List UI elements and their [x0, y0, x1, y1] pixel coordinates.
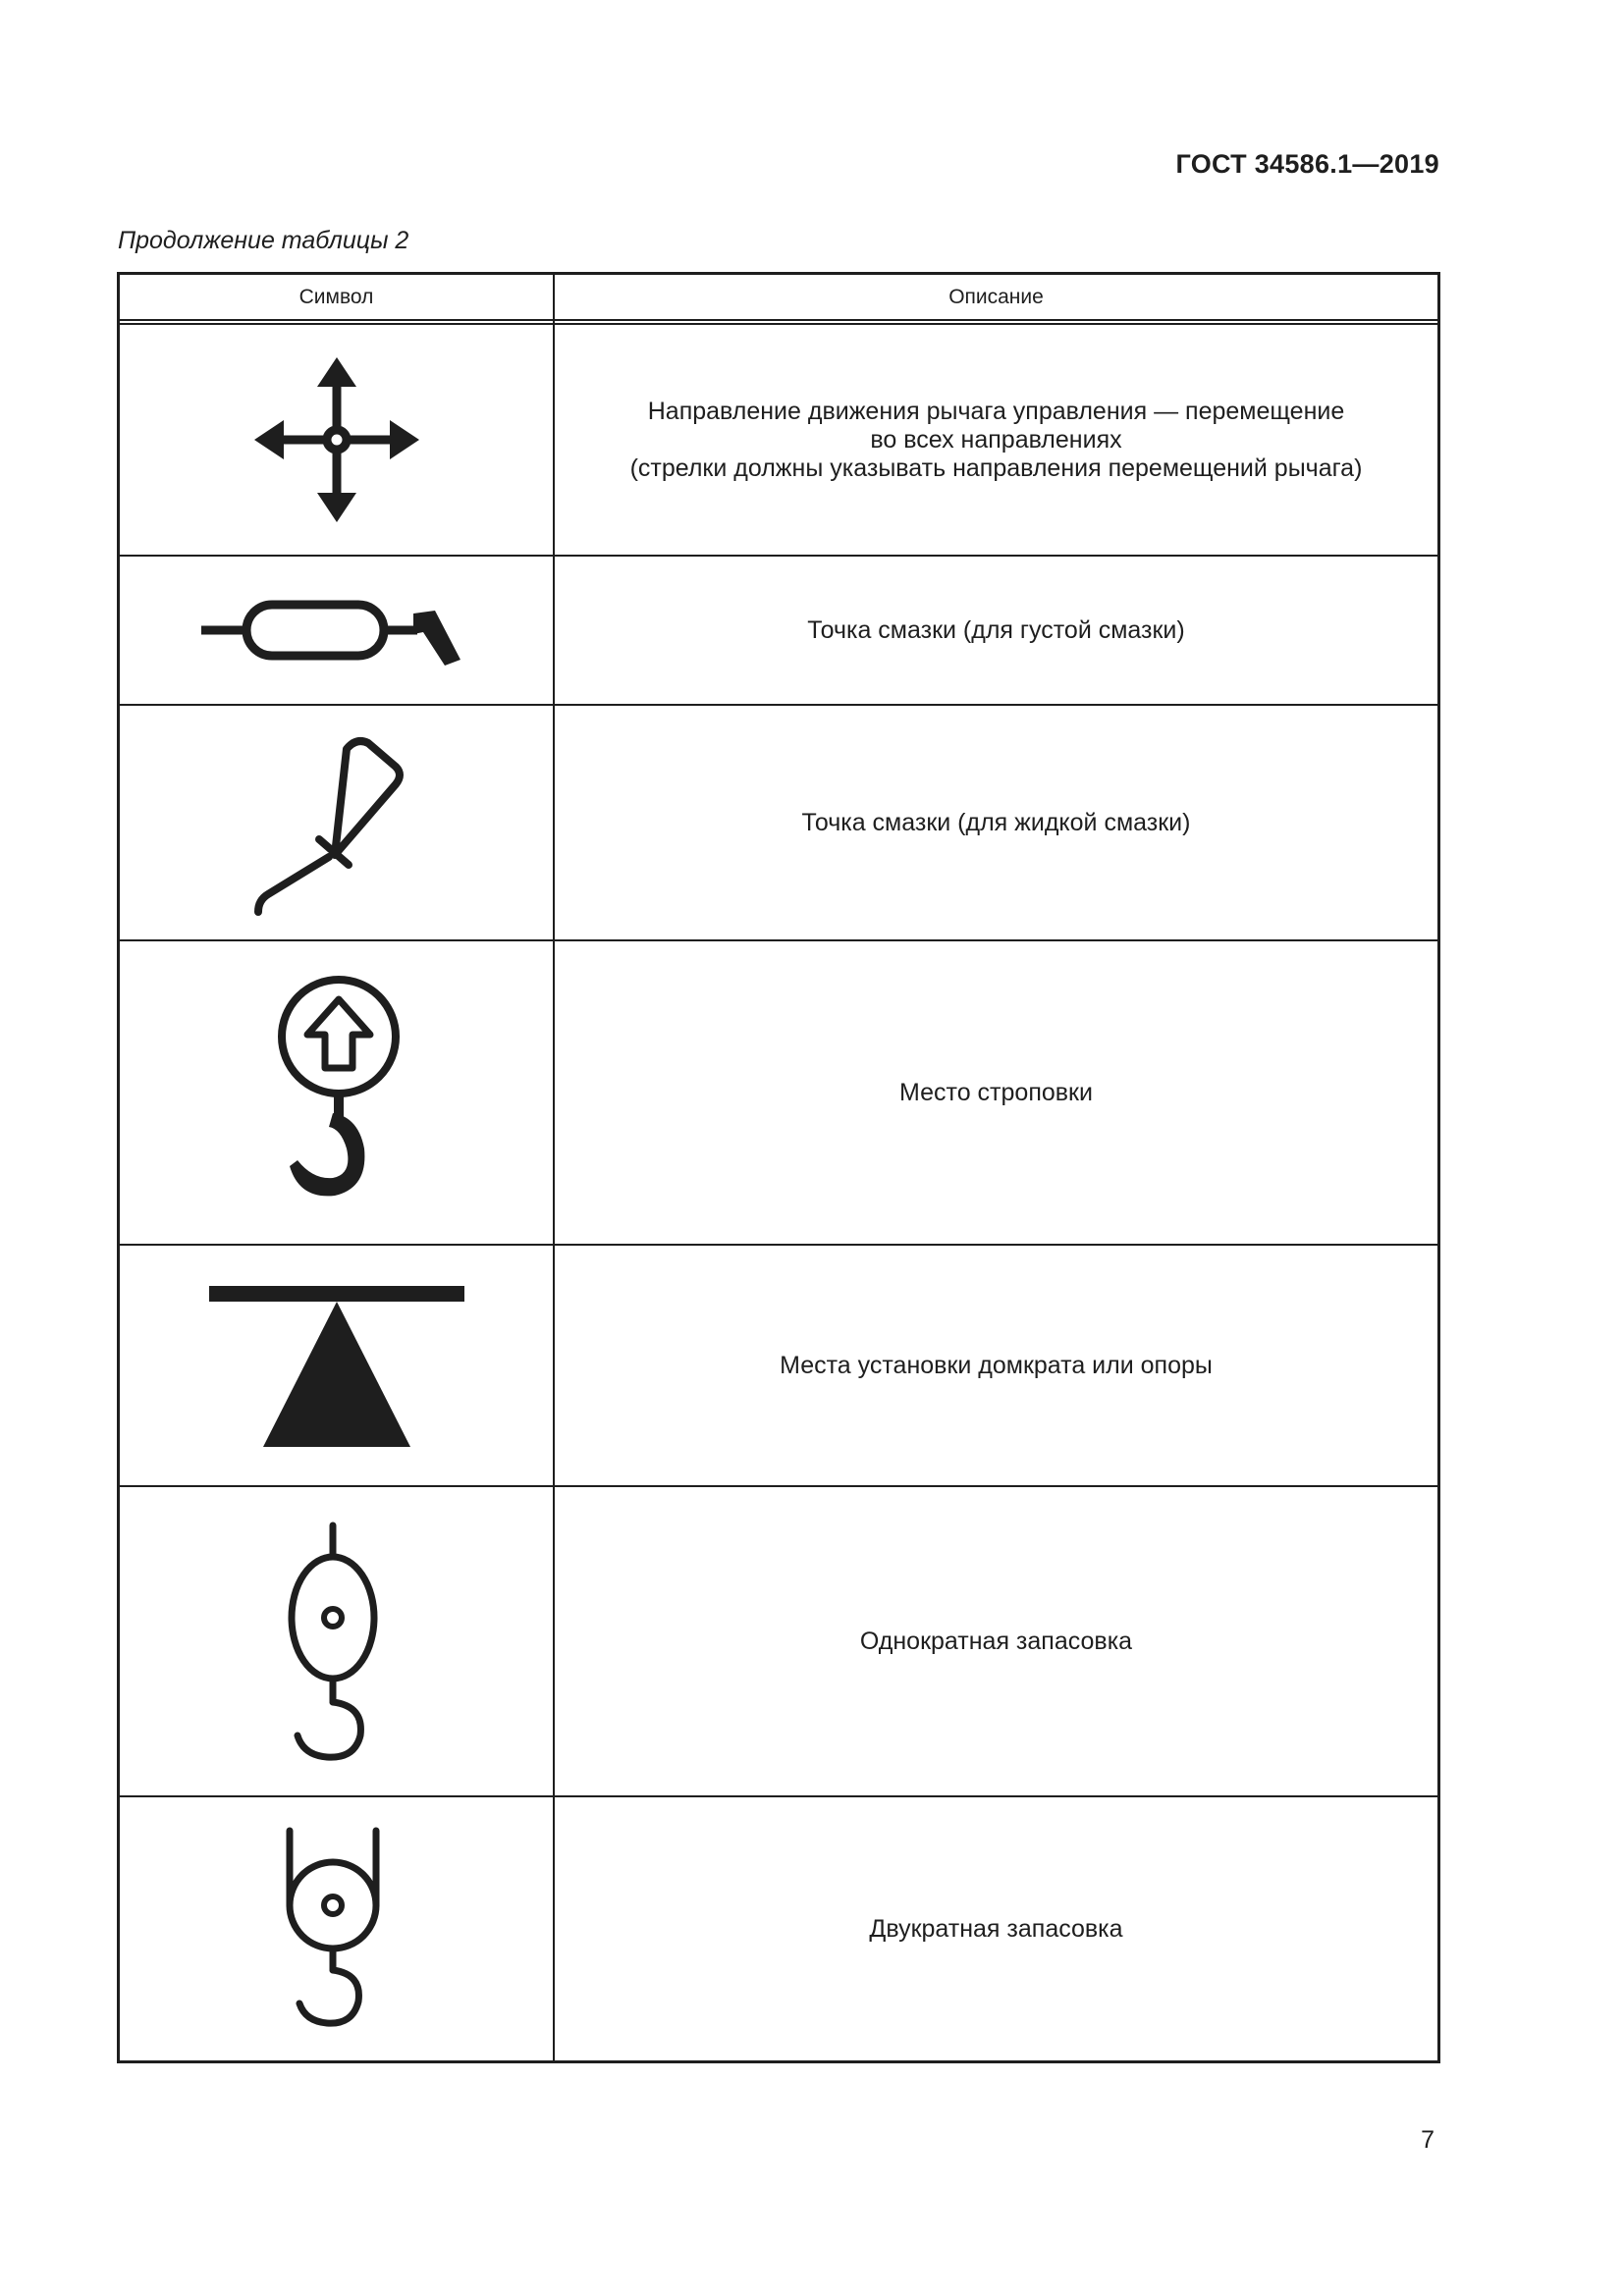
column-header-description: Описание: [948, 285, 1044, 308]
control-lever-all-directions-icon: [248, 351, 425, 528]
page-number: 7: [1421, 2126, 1435, 2154]
table-row-symbol-cell: [120, 941, 553, 1244]
table-row-description: Точка смазки (для жидкой смазки): [801, 808, 1191, 836]
standard-code: ГОСТ 34586.1—2019: [1175, 149, 1439, 179]
table-row-symbol-cell: [120, 1487, 553, 1795]
table-row-description: Двукратная запасовка: [869, 1914, 1123, 1943]
double-reeving-icon: [278, 1821, 396, 2037]
table-row-symbol-cell: [120, 1797, 553, 2060]
table-row-description: Место строповки: [899, 1078, 1093, 1106]
jack-point-icon: [204, 1272, 469, 1459]
table-row-description: Направление движения рычага управления — перемещение во всех направлениях (стрелки должны указывать направления перемещений рычага): [629, 397, 1363, 482]
single-reeving-icon: [278, 1514, 396, 1769]
table-row-description: Однократная запасовка: [859, 1627, 1133, 1655]
oil-point-icon: [239, 729, 435, 916]
table-row-symbol-cell: [120, 706, 553, 939]
table-row-description: Точка смазки (для густой смазки): [807, 615, 1185, 644]
table-row-description: Места установки домкрата или опоры: [780, 1351, 1213, 1379]
column-header-symbol: Символ: [298, 285, 374, 308]
table-row-symbol-cell: [120, 325, 553, 555]
symbols-table: [117, 272, 1440, 2063]
table-row-symbol-cell: [120, 1246, 553, 1485]
grease-point-icon: [189, 581, 484, 679]
sling-point-icon: [268, 970, 406, 1215]
table-row-symbol-cell: [120, 557, 553, 704]
table-caption: Продолжение таблицы 2: [118, 227, 409, 254]
